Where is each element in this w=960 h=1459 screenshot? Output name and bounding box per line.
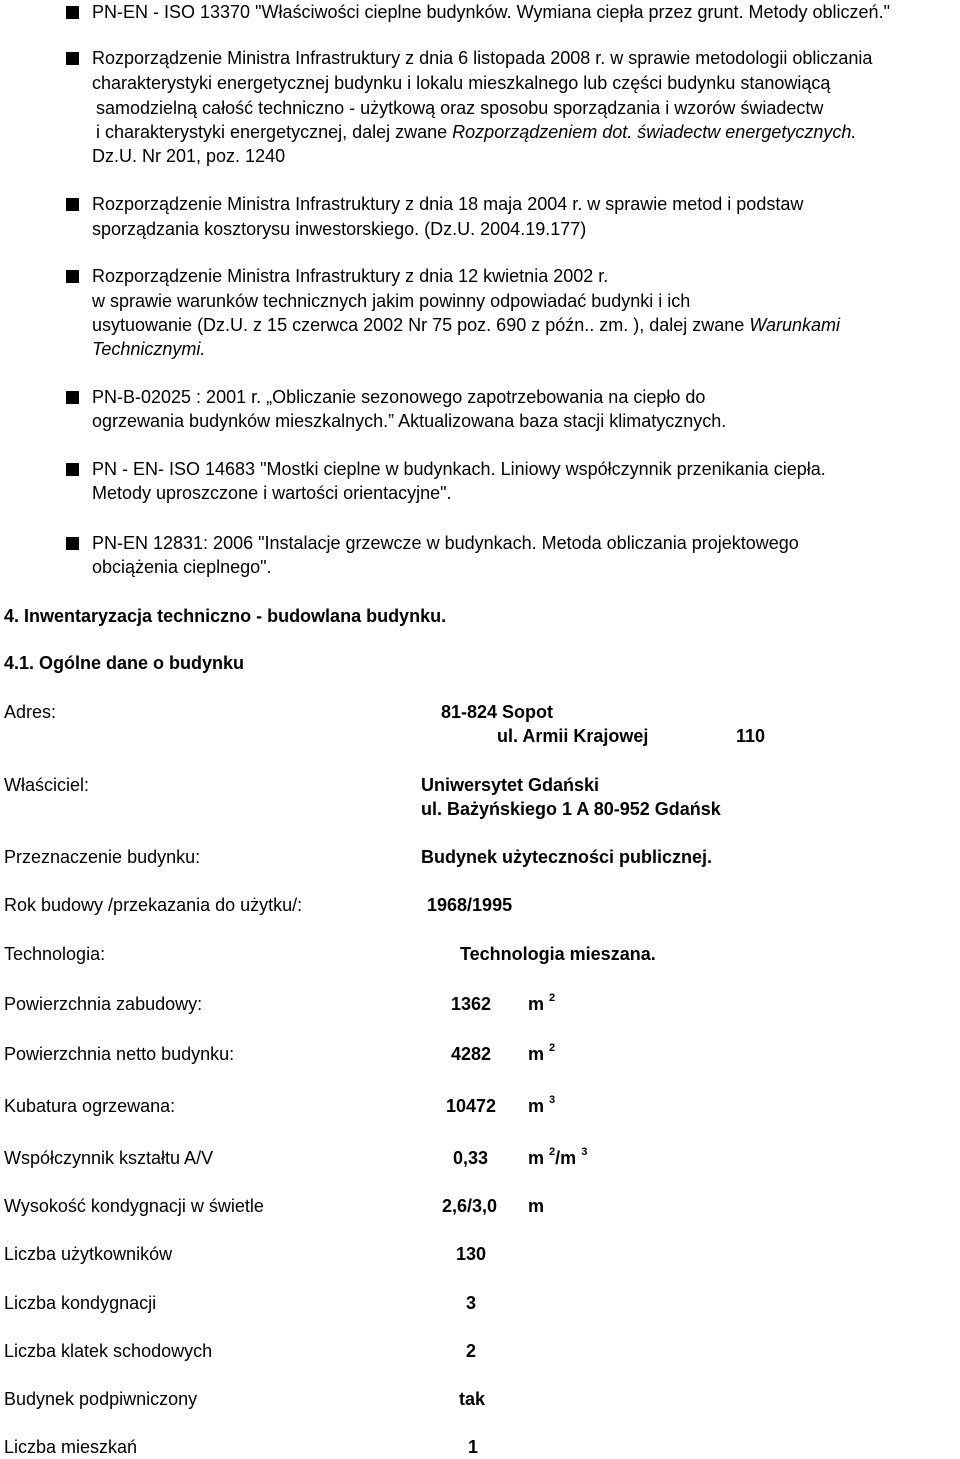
address-number: 110 [736, 726, 766, 746]
metric-value: 130 [456, 1244, 487, 1264]
unit-exponent: 3 [549, 1094, 556, 1106]
address-label: Adres: [4, 702, 57, 722]
technology-label: Technologia: [4, 944, 106, 964]
reference-5-line-2: ogrzewania budynków mieszkalnych.” Aktualizowana baza stacji klimatycznych. [92, 411, 727, 431]
bullet-square-icon [66, 198, 79, 211]
reference-7-line-1: PN-EN 12831: 2006 "Instalacje grzewcze w budynkach. Metoda obliczania projektowego [92, 533, 799, 553]
metric-value: 4282 [451, 1044, 492, 1064]
metric-value: 10472 [446, 1096, 497, 1116]
metric-label: Powierzchnia netto budynku: [4, 1044, 235, 1064]
unit-m: m [528, 1148, 545, 1168]
section-heading-4-1: 4.1. Ogólne dane o budynku [4, 653, 245, 673]
unit-m: m [528, 1044, 545, 1064]
metric-label: Budynek podpiwniczony [4, 1389, 198, 1409]
address-street: ul. Armii Krajowej [497, 726, 649, 746]
reference-6-line-1: PN - EN- ISO 14683 "Mostki cieplne w budynkach. Liniowy współczynnik przenikania ciepła. [92, 459, 826, 479]
reference-2-line-4 [96, 120, 856, 144]
bullet-square-icon [66, 52, 79, 65]
metric-value: 2,6/3,0 [442, 1196, 498, 1216]
year-label: Rok budowy /przekazania do użytku/: [4, 895, 303, 915]
year-value: 1968/1995 [427, 895, 513, 915]
reference-7-line-2: obciążenia cieplnego". [92, 557, 272, 577]
bullet-square-icon [66, 463, 79, 476]
unit-exponent: 2 [549, 1042, 556, 1054]
unit-exponent: 3 [581, 1146, 588, 1158]
unit-m: m [528, 1096, 545, 1116]
bullet-square-icon [66, 537, 79, 550]
metric-unit [528, 1146, 587, 1170]
unit-m: m [528, 994, 545, 1014]
reference-4-line-3-text: usytuowanie (Dz.U. z 15 czerwca 2002 Nr 75 poz. 690 z późn.. zm. ), dalej zwane [92, 315, 750, 335]
reference-2-line-4-italic: Rozporządzeniem dot. świadectw energetycznych. [452, 122, 857, 142]
reference-4-line-3-italic: Warunkami [749, 315, 841, 335]
metric-label: Liczba mieszkań [4, 1437, 138, 1457]
reference-2-line-3: samodzielną całość techniczno - użytkową oraz sposobu sporządzania i wzorów świadectw [96, 98, 824, 118]
metric-unit [528, 1094, 555, 1118]
reference-6-line-2: Metody uproszczone i wartości orientacyjne". [92, 483, 452, 503]
reference-4-line-1: Rozporządzenie Ministra Infrastruktury z dnia 12 kwietnia 2002 r. [92, 266, 609, 286]
section-heading-4: 4. Inwentaryzacja techniczno - budowlana budynku. [4, 606, 447, 626]
reference-2-line-2: charakterystyki energetycznej budynku i lokalu mieszkalnego lub części budynku stanowiącą [92, 73, 831, 93]
purpose-value: Budynek użyteczności publicznej. [421, 847, 713, 867]
reference-4-line-4: Technicznymi. [92, 339, 206, 359]
metric-value: 3 [466, 1293, 477, 1313]
metric-label: Współczynnik kształtu A/V [4, 1148, 214, 1168]
metric-unit: m [528, 1196, 545, 1216]
owner-name: Uniwersytet Gdański [421, 775, 600, 795]
metric-unit [528, 992, 555, 1016]
reference-1-line-1: PN-EN - ISO 13370 "Właściwości cieplne budynków. Wymiana ciepła przez grunt. Metody obliczeń." [92, 2, 890, 22]
metric-label: Liczba klatek schodowych [4, 1341, 213, 1361]
reference-5-line-1: PN-B-02025 : 2001 r. „Obliczanie sezonowego zapotrzebowania na ciepło do [92, 387, 706, 407]
metric-unit [528, 1042, 555, 1066]
reference-4-line-2: w sprawie warunków technicznych jakim powinny odpowiadać budynki i ich [92, 291, 691, 311]
metric-value: 0,33 [453, 1148, 489, 1168]
reference-2-line-1: Rozporządzenie Ministra Infrastruktury z dnia 6 listopada 2008 r. w sprawie metodologii obliczania [92, 48, 873, 68]
unit-per-m: /m [555, 1148, 577, 1168]
address-line-1: 81-824 Sopot [441, 702, 554, 722]
bullet-square-icon [66, 391, 79, 404]
reference-3-line-2: sporządzania kosztorysu inwestorskiego. (Dz.U. 2004.19.177) [92, 219, 587, 239]
metric-label: Wysokość kondygnacji w świetle [4, 1196, 264, 1216]
metric-label: Powierzchnia zabudowy: [4, 994, 203, 1014]
metric-value: tak [459, 1389, 486, 1409]
metric-label: Kubatura ogrzewana: [4, 1096, 176, 1116]
metric-label: Liczba kondygnacji [4, 1293, 157, 1313]
purpose-label: Przeznaczenie budynku: [4, 847, 201, 867]
unit-exponent: 2 [549, 992, 556, 1004]
owner-label: Właściciel: [4, 775, 90, 795]
reference-2-line-4-text: i charakterystyki energetycznej, dalej zwane [96, 122, 453, 142]
metric-value: 2 [466, 1341, 477, 1361]
reference-2-line-5: Dz.U. Nr 201, poz. 1240 [92, 146, 286, 166]
reference-3-line-1: Rozporządzenie Ministra Infrastruktury z dnia 18 maja 2004 r. w sprawie metod i podstaw [92, 194, 804, 214]
metric-label: Liczba użytkowników [4, 1244, 173, 1264]
metric-value: 1 [468, 1437, 479, 1457]
reference-4-line-3 [92, 313, 840, 337]
technology-value: Technologia mieszana. [460, 944, 656, 964]
unit-exponent: 2 [549, 1146, 556, 1158]
owner-address: ul. Bażyńskiego 1 A 80-952 Gdańsk [421, 799, 721, 819]
bullet-square-icon [66, 270, 79, 283]
metric-value: 1362 [451, 994, 492, 1014]
bullet-square-icon [66, 6, 79, 19]
